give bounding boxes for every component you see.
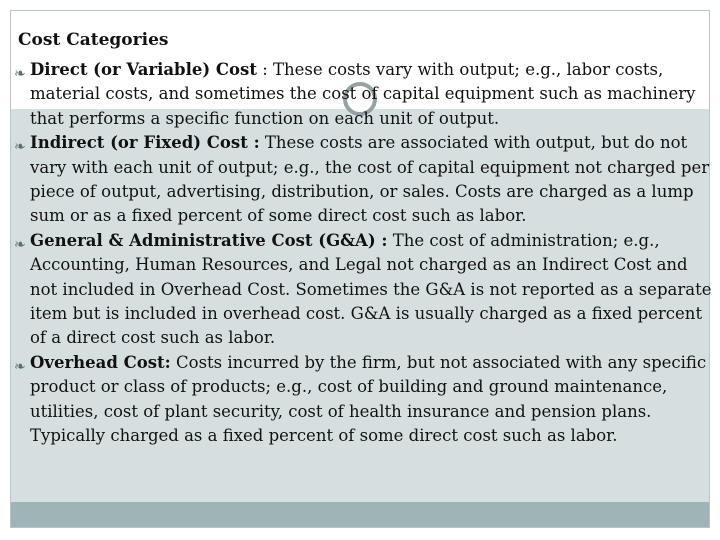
bullet-swirl-icon: ❧ xyxy=(14,358,26,375)
bullet-swirl-icon: ❧ xyxy=(14,66,26,82)
bullet-direct-cost xyxy=(14,58,719,131)
slide-title: Cost Categories xyxy=(18,30,169,50)
bullet-term: Indirect (or Fixed) Cost : xyxy=(30,133,260,153)
bullet-term: General & Administrative Cost (G&A) : xyxy=(30,230,388,250)
bullet-overhead-cost xyxy=(14,351,719,449)
bullet-swirl-icon: ❧ xyxy=(14,236,26,253)
bullet-list xyxy=(14,58,719,449)
bullet-ga-cost xyxy=(14,229,719,351)
bullet-term: Overhead Cost: xyxy=(30,352,171,372)
bullet-text: The cost of administration; e.g., Accounting, Human Resources, and Legal not charged as an Indirect Cost and not included in Overhead Cost. Sometimes the G&A is not reported as a separate item but is included in overhead cost. G&A is usually charged as a fixed percent of a direct cost such as labor. xyxy=(30,230,712,348)
bullet-text: : These costs vary with output; e.g., labor costs, material costs, and sometimes the cost of capital equipment such as machinery that performs a specific function on each unit of output. xyxy=(30,60,696,128)
bullet-indirect-cost xyxy=(14,131,719,229)
bullet-text: These costs are associated with output, but do not vary with each unit of output; e.g., the cost of capital equipment not charged per piece of output, advertising, distribution, or sales. Costs are charged as a lump sum or as a fixed percent of some direct cost such as labor. xyxy=(30,133,710,226)
bullet-text: Costs incurred by the firm, but not associated with any specific product or class of products; e.g., cost of building and ground maintenance, utilities, cost of plant security, cost of health insurance and pension plans. Typically charged as a fixed percent of some direct cost such as labor. xyxy=(30,352,707,446)
bullet-term: Direct (or Variable) Cost xyxy=(30,60,257,79)
bullet-swirl-icon: ❧ xyxy=(14,139,26,156)
